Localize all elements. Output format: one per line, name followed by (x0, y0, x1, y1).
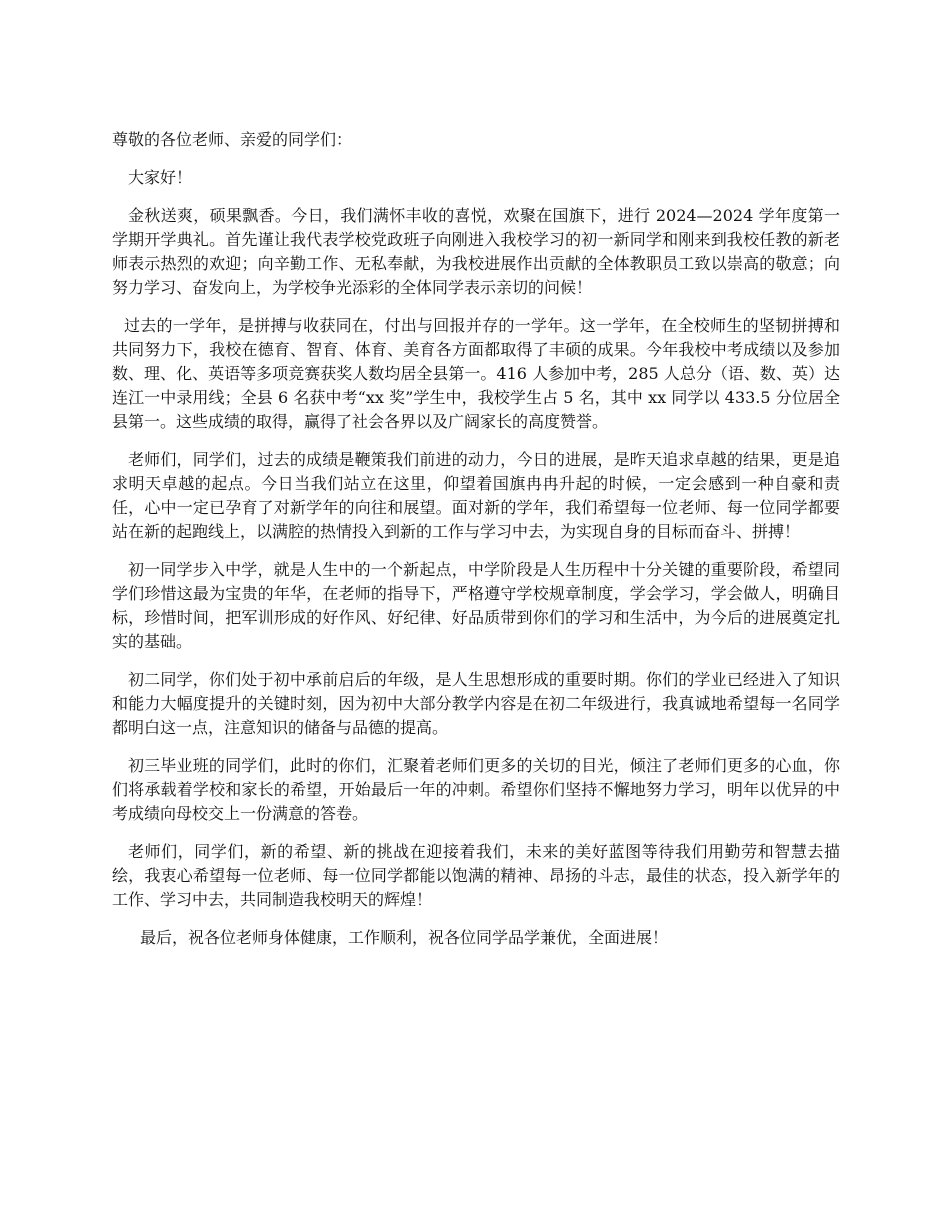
salutation: 尊敬的各位老师、亲爱的同学们： (112, 130, 353, 149)
greeting: 大家好！ (128, 168, 193, 187)
paragraph-encouragement: 老师们，同学们，过去的成绩是鞭策我们前进的动力，今日的进展，是昨天追求卓越的结果，更是追求明天卓越的起点。今日当我们站立在这里，仰望着国旗冉冉升起的时候，一定会感到一种自豪和责任，心中一定已孕育了对新学年的向往和展望。面对新的学年，我们希望每一位老师、每一位同学都要站在新的起跑线上，以满腔的热情投入到新的工作与学习中去，为实现自身的目标而奋斗、拼搏！ (112, 450, 840, 541)
closing-wishes: 最后，祝各位老师身体健康，工作顺利，祝各位同学品学兼优，全面进展！ (140, 928, 669, 947)
paragraph-grade-three: 初三毕业班的同学们，此时的你们，汇聚着老师们更多的关切的目光，倾注了老师们更多的心血，你们将承载着学校和家长的希望，开始最后一年的冲刺。希望你们坚持不懈地努力学习，明年以优异的中考成绩向母校交上一份满意的答卷。 (112, 756, 840, 823)
paragraph-grade-two: 初二同学，你们处于初中承前启后的年级，是人生思想形成的重要时期。你们的学业已经进入了知识和能力大幅度提升的关键时刻，因为初中大部分教学内容是在初二年级进行，我真诚地希望每一名同学都明白这一点，注意知识的储备与品德的提高。 (112, 670, 840, 737)
document-page (112, 128, 840, 964)
paragraph-grade-one: 初一同学步入中学，就是人生中的一个新起点，中学阶段是人生历程中十分关键的重要阶段，希望同学们珍惜这最为宝贵的年华，在老师的指导下，严格遵守学校规章制度，学会学习，学会做人，明确目标，珍惜时间，把军训形成的好作风、好纪律、好品质带到你们的学习和生活中，为今后的进展奠定扎实的基础。 (112, 560, 840, 651)
paragraph-past-year: 过去的一学年，是拼搏与收获同在，付出与回报并存的一学年。这一学年，在全校师生的坚韧拼搏和共同努力下，我校在德育、智育、体育、美育各方面都取得了丰硕的成果。今年我校中考成绩以及参加数、理、化、英语等多项竞赛获奖人数均居全县第一。416 人参加中考，285 人总分（语、数、英）达连江一中录用线；全县 6 名获中考“xx 奖”学生中，我校学生占 5 名，其中 xx 同学以 433.5 分位居全县第一。这些成绩的取得，赢得了社会各界以及广阔家长的高度赞誉。 (112, 316, 840, 431)
paragraph-new-hopes: 老师们，同学们，新的希望、新的挑战在迎接着我们，未来的美好蓝图等待我们用勤劳和智慧去描绘，我衷心希望每一位老师、每一位同学都能以饱满的精神、昂扬的斗志，最佳的状态，投入新学年的工作、学习中去，共同制造我校明天的辉煌！ (112, 842, 840, 909)
paragraph-opening: 金秋送爽，硕果飘香。今日，我们满怀丰收的喜悦，欢聚在国旗下，进行 2024—2024 学年度第一学期开学典礼。首先谨让我代表学校党政班子向刚进入我校学习的初一新同学和刚来到我校任教的新老师表示热烈的欢迎；向辛勤工作、无私奉献，为我校进展作出贡献的全体教职员工致以崇高的敬意；向努力学习、奋发向上，为学校争光添彩的全体同学表示亲切的问候！ (112, 206, 840, 297)
